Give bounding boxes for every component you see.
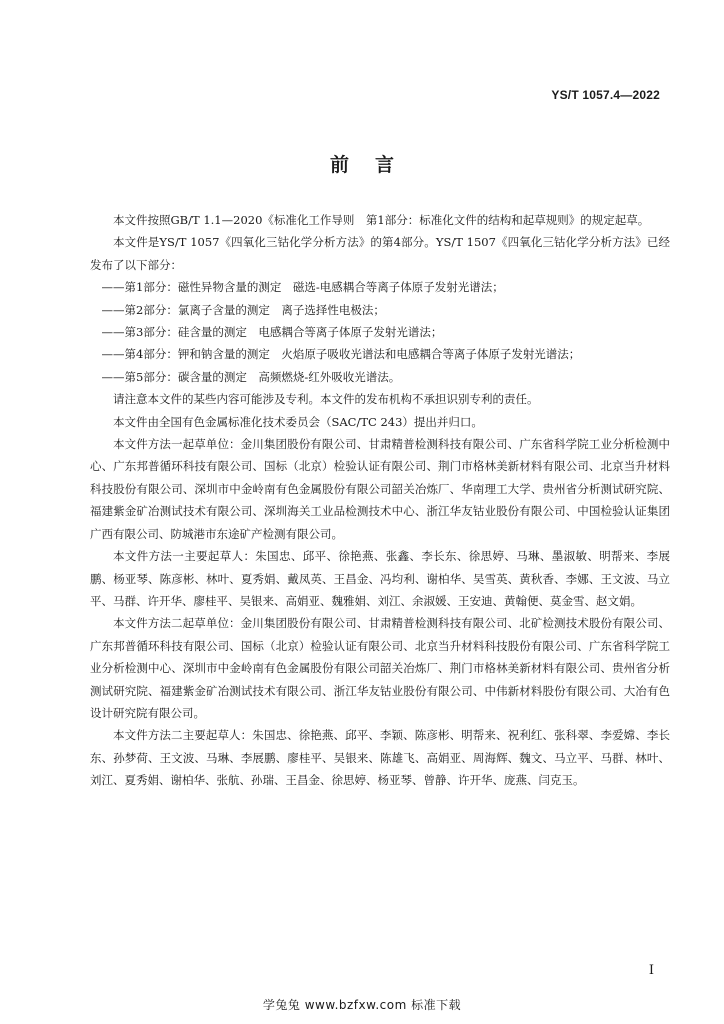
list-item-part-4: ——第4部分：钾和钠含量的测定 火焰原子吸收光谱法和电感耦合等离子体原子发射光谱法； — [101, 347, 581, 362]
paragraph-part-overview: 本文件是YS/T 1057《四氧化三钴化学分析方法》的第4部分。YS/T 1507《四氧化三钴化学分析方法》已经发布了以下部分： — [90, 235, 670, 272]
list-item-part-5: ——第5部分：碳含量的测定 高频燃烧-红外吸收光谱法。 — [101, 369, 401, 384]
paragraph-method1-drafters: 本文件方法一主要起草人：朱国忠、邱平、徐艳燕、张鑫、李长东、徐思婷、马琳、墨淑敏、明帮来、李展鹏、杨亚琴、陈彦彬、林叶、夏秀娟、戴凤英、王昌金、冯均利、谢柏华、吴雪英、黄秋香、李娜、王文波、马立平、马群、许开华、廖桂平、吴银来、高娟亚、魏雅娟、刘江、余淑媛、王安迪、黄翰便、莫金雪、赵文娟。 — [90, 549, 670, 608]
footer-watermark: 学兔兔 www.bzfxw.com 标准下载 — [262, 998, 462, 1012]
paragraph-method2-units: 本文件方法二起草单位：金川集团股份有限公司、甘肃精普检测科技有限公司、北矿检测技术股份有限公司、广东邦普循环科技有限公司、国标（北京）检验认证有限公司、北京当升材料科技股份有限公司、广东省科学院工业分析检测中心、深圳市中金岭南有色金属股份有限公司韶关冶炼厂、荆门市格林美新材料有限公司、贵州省分析测试研究院、福建紫金矿冶测试技术有限公司、浙江华友钴业股份有限公司、中伟新材料股份有限公司、大冶有色设计研究院有限公司。 — [90, 616, 670, 720]
standard-code: YS/T 1057.4—2022 — [551, 88, 660, 102]
list-item-part-3: ——第3部分：硅含量的测定 电感耦合等离子体原子发射光谱法； — [101, 325, 443, 340]
list-item-part-2: ——第2部分：氯离子含量的测定 离子选择性电极法； — [101, 302, 385, 317]
paragraph-method2-drafters: 本文件方法二主要起草人：朱国忠、徐艳燕、邱平、李颖、陈彦彬、明帮来、祝利红、张科翠、李爱嫦、李长东、孙梦荷、王文波、马琳、李展鹏、廖桂平、吴银来、陈雄飞、高娟亚、周海辉、魏文、马立平、马群、林叶、刘江、夏秀娟、谢柏华、张航、孙瑞、王昌金、徐思婷、杨亚琴、曾静、许开华、庞燕、闫克玉。 — [90, 728, 670, 788]
paragraph-proposer: 本文件由全国有色金属标准化技术委员会（SAC/TC 243）提出并归口。 — [113, 414, 483, 429]
page-number: I — [648, 963, 654, 978]
paragraph-patent-notice: 请注意本文件的某些内容可能涉及专利。本文件的发布机构不承担识别专利的责任。 — [113, 392, 539, 407]
foreword-body — [90, 209, 670, 792]
list-item-part-1: ——第1部分：磁性异物含量的测定 磁选-电感耦合等离子体原子发射光谱法； — [101, 280, 504, 295]
page-title: 前言 — [329, 154, 420, 176]
paragraph-drafting-rules: 本文件按照GB/T 1.1—2020《标准化工作导则 第1部分：标准化文件的结构和起草规则》的规定起草。 — [113, 213, 650, 227]
paragraph-method1-units: 本文件方法一起草单位：金川集团股份有限公司、甘肃精普检测科技有限公司、广东省科学院工业分析检测中心、广东邦普循环科技有限公司、国标（北京）检验认证有限公司、荆门市格林美新材料有限公司、北京当升材料科技股份有限公司、深圳市中金岭南有色金属股份有限公司韶关冶炼厂、华南理工大学、贵州省分析测试研究院、福建紫金矿冶测试技术有限公司、深圳海关工业品检测技术中心、浙江华友钴业股份有限公司、中国检验认证集团广西有限公司、防城港市东途矿产检测有限公司。 — [90, 437, 670, 541]
